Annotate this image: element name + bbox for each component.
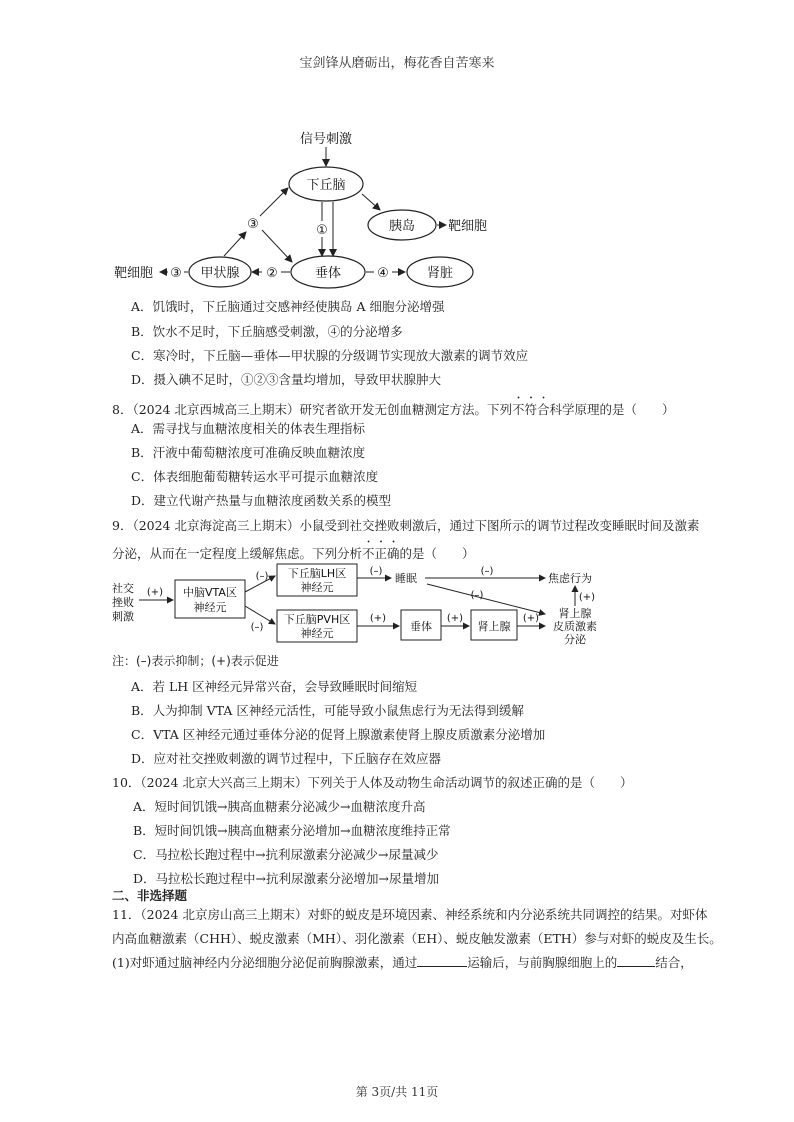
hormone-1-label: ① bbox=[316, 223, 328, 238]
arrow-thyroid-to-3 bbox=[224, 232, 246, 256]
sign-lh-sleep: (–) bbox=[369, 566, 383, 577]
islet-label: 胰岛 bbox=[388, 219, 416, 234]
q9-option-b: B．人为抑制 VTA 区神经元活性，可能导致小鼠焦虑行为无法得到缓解 bbox=[131, 703, 524, 718]
stimulus-label-1: 社交 bbox=[112, 582, 134, 595]
arrow-hypothalamus-to-islet bbox=[362, 194, 380, 210]
sign-vta-pvh: (–) bbox=[250, 622, 264, 633]
q8-option-c: C．体表细胞葡萄糖转运水平可提示血糖浓度 bbox=[131, 469, 379, 484]
vta-label-1: 中脑VTA区 bbox=[183, 586, 237, 599]
q8-stem bbox=[112, 395, 675, 418]
q8-option-d: D．建立代谢产热量与血糖浓度函数关系的模型 bbox=[131, 493, 392, 508]
q8-option-a: A．需寻找与血糖浓度相关的体表生理指标 bbox=[131, 421, 366, 436]
kidney-label: 肾脏 bbox=[426, 266, 454, 281]
vta-label-2: 神经元 bbox=[193, 601, 227, 614]
pvh-label-1: 下丘脑PVH区 bbox=[283, 613, 351, 626]
q10-option-a: A．短时间饥饿→胰高血糖素分泌减少→血糖浓度升高 bbox=[133, 799, 426, 814]
q9-option-d: D．应对社交挫败刺激的调节过程中，下丘脑存在效应器 bbox=[131, 751, 442, 766]
lh-label-2: 神经元 bbox=[300, 581, 334, 594]
sign-adrenal-cortisol: (+) bbox=[522, 613, 540, 624]
hormone-3-left-label: ③ bbox=[170, 266, 182, 281]
q9-stem-part2: 的是（ ） bbox=[399, 546, 475, 561]
q11-blank-1[interactable] bbox=[417, 954, 467, 967]
cortisol-label-2: 皮质激素 bbox=[553, 620, 597, 633]
arrow-3-to-hypothalamus bbox=[260, 188, 288, 216]
sign-pvh-pituitary: (+) bbox=[369, 613, 387, 624]
anxiety-label: 焦虑行为 bbox=[548, 572, 592, 585]
pituitary-label: 垂体 bbox=[314, 266, 342, 281]
target-cell-right-label: 靶细胞 bbox=[448, 219, 488, 234]
sleep-label: 睡眠 bbox=[395, 572, 417, 585]
thyroid-label: 甲状腺 bbox=[200, 266, 240, 281]
page-number: 第 3页/共 11页 bbox=[355, 1085, 439, 1099]
q7-option-a: A．饥饿时，下丘脑通过交感神经使胰岛 A 细胞分泌增强 bbox=[131, 299, 445, 314]
q7-option-c: C．寒冷时，下丘脑—垂体—甲状腺的分级调节实现放大激素的调节效应 bbox=[131, 348, 529, 363]
target-cell-left-label: 靶细胞 bbox=[114, 266, 154, 281]
section-2-heading: 二、非选择题 bbox=[112, 888, 188, 903]
sign-sleep-anxiety: (–) bbox=[480, 566, 494, 577]
q11-line1: 11．（2024 北京房山高三上期末）对虾的蜕皮是环境因素、神经系统和内分泌系统共同调控的结果。对虾体 bbox=[112, 907, 708, 922]
signal-stimulus-label: 信号刺激 bbox=[299, 132, 353, 147]
q9-stem-line1: 9．（2024 北京海淀高三上期末）小鼠受到社交挫败刺激后，通过下图所示的调节过程改变睡眠时间及激素 bbox=[112, 518, 700, 533]
q9-stem-line2 bbox=[112, 539, 475, 562]
stimulus-label-3: 刺激 bbox=[112, 610, 134, 623]
hormone-4-label: ④ bbox=[377, 266, 389, 281]
hormone-3-top-label: ③ bbox=[247, 217, 259, 232]
adrenal-box-label: 肾上腺 bbox=[477, 620, 511, 633]
q9-figure-note: 注：(–)表示抑制；(+)表示促进 bbox=[112, 654, 279, 668]
q10-stem: 10．（2024 北京大兴高三上期末）下列关于人体及动物生命活动调节的叙述正确的是（ ） bbox=[112, 775, 633, 790]
q9-stem-emphasis: 不正确 bbox=[362, 546, 400, 561]
q7-option-b: B．饮水不足时，下丘脑感受刺激，④的分泌增多 bbox=[131, 324, 403, 339]
anxiety-regulation-diagram bbox=[105, 562, 625, 650]
hormone-regulation-diagram bbox=[100, 122, 520, 290]
sign-vta-lh: (–) bbox=[255, 571, 269, 582]
cortisol-label-3: 分泌 bbox=[564, 633, 586, 646]
hypothalamus-label: 下丘脑 bbox=[306, 178, 346, 193]
cortisol-label-1: 肾上腺 bbox=[558, 607, 592, 620]
q8-stem-part1: 8．（2024 北京西城高三上期末）研究者欲开发无创血糖测定方法。下列 bbox=[112, 402, 512, 417]
hormone-2-label: ② bbox=[266, 266, 278, 281]
q8-stem-part2: 科学原理的是（ ） bbox=[549, 402, 675, 417]
q10-option-c: C．马拉松长跑过程中→抗利尿激素分泌减少→尿量减少 bbox=[133, 847, 439, 862]
sign-cortisol-anxiety: (+) bbox=[578, 592, 596, 603]
arrow-3-to-pituitary bbox=[262, 230, 292, 262]
q9-option-c: C．VTA 区神经元通过垂体分泌的促肾上腺激素使肾上腺皮质激素分泌增加 bbox=[131, 727, 546, 742]
q10-option-b: B．短时间饥饿→胰高血糖素分泌增加→血糖浓度维持正常 bbox=[133, 823, 451, 838]
q10-option-d: D．马拉松长跑过程中→抗利尿激素分泌增加→尿量增加 bbox=[133, 871, 439, 886]
page-header-motto: 宝剑锋从磨砺出，梅花香自苦寒来 bbox=[299, 56, 495, 71]
pituitary-box-label: 垂体 bbox=[410, 620, 432, 633]
q8-option-b: B．汗液中葡萄糖浓度可准确反映血糖浓度 bbox=[131, 445, 366, 460]
pvh-label-2: 神经元 bbox=[300, 627, 334, 640]
q7-option-d: D．摄入碘不足时，①②③含量均增加，导致甲状腺肿大 bbox=[131, 372, 442, 387]
q11-blank-2[interactable] bbox=[617, 954, 655, 967]
stimulus-label-2: 挫败 bbox=[112, 596, 134, 609]
lh-label-1: 下丘脑LH区 bbox=[287, 567, 347, 580]
q11-line3-part1: (1)对虾通过脑神经内分泌细胞分泌促前胸腺激素，通过 bbox=[112, 955, 418, 970]
sign-pituitary-adrenal: (+) bbox=[446, 613, 464, 624]
q9-stem-part1: 分泌，从而在一定程度上缓解焦虑。下列分析 bbox=[112, 546, 363, 561]
q8-stem-emphasis: 不符合 bbox=[512, 402, 550, 417]
q11-line3-part3: 结合， bbox=[655, 955, 693, 970]
q11-line2: 内高血糖激素（CHH）、蜕皮激素（MH）、羽化激素（EH）、蜕皮触发激素（ETH）参与对虾的蜕皮及生长。 bbox=[112, 931, 722, 946]
q11-line3-part2: 运输后，与前胸腺细胞上的 bbox=[467, 955, 618, 970]
q9-option-a: A．若 LH 区神经元异常兴奋，会导致睡眠时间缩短 bbox=[131, 679, 418, 694]
sign-stimulus-vta: (+) bbox=[146, 587, 164, 598]
sign-sleep-cortisol: (–) bbox=[470, 590, 484, 601]
q11-line3 bbox=[112, 953, 693, 971]
